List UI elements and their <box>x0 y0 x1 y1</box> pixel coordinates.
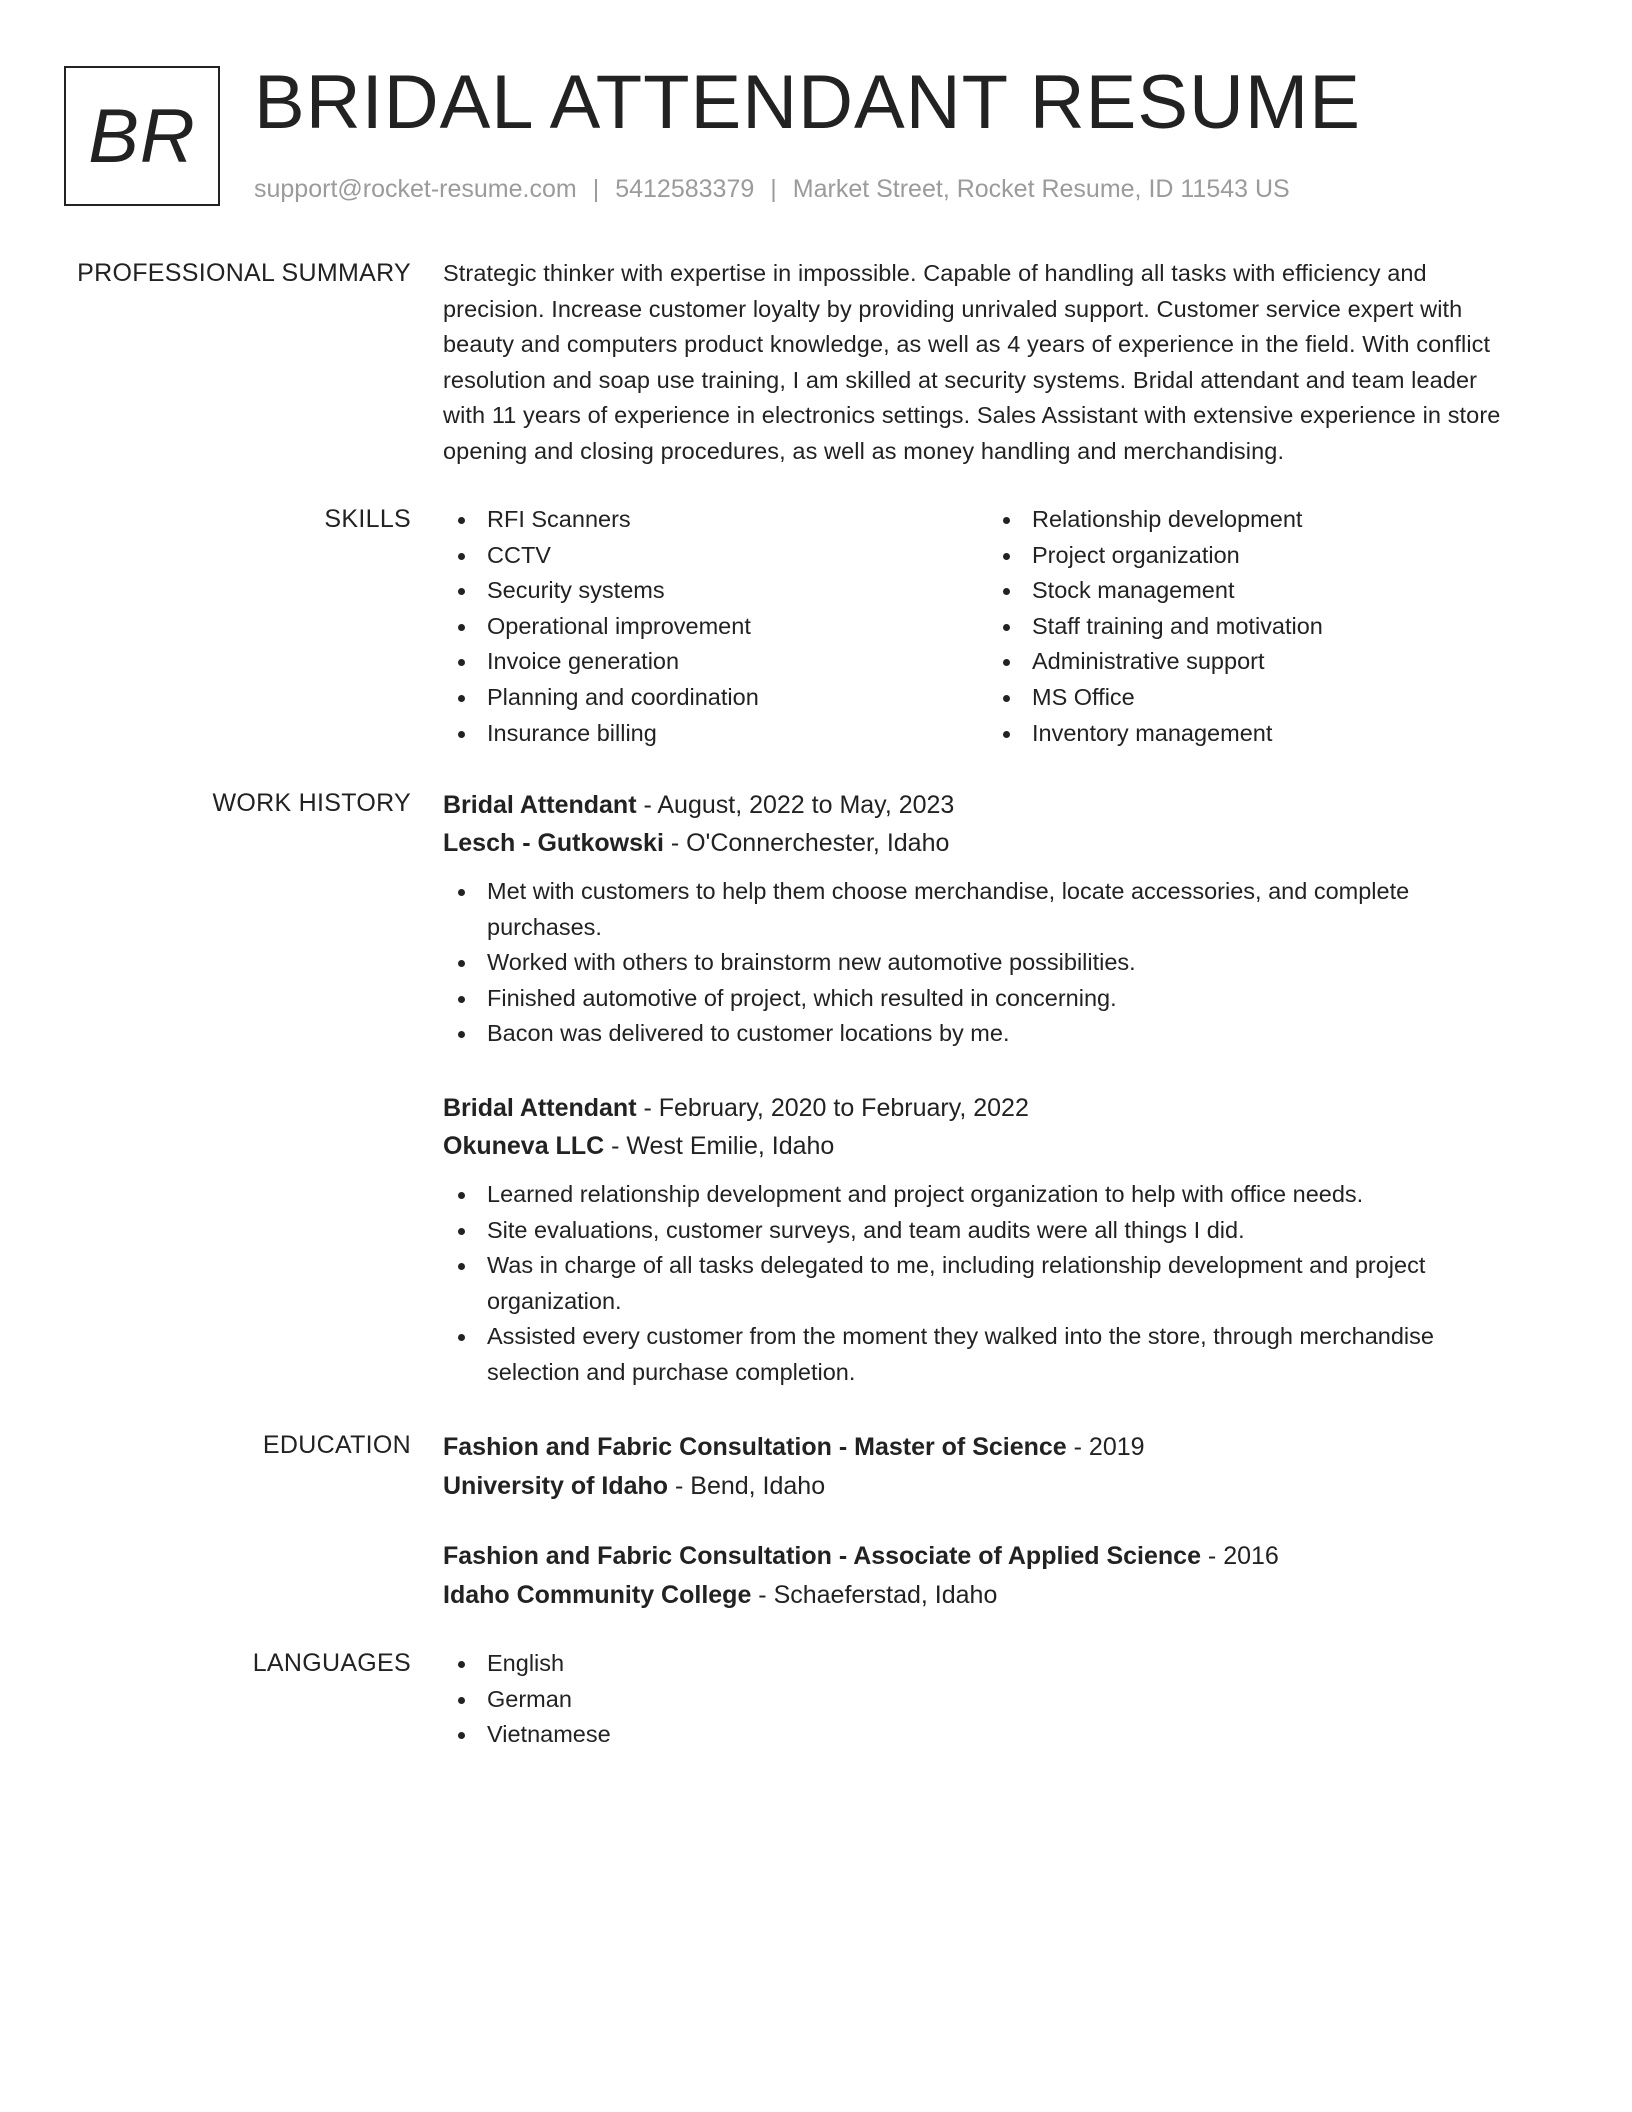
section-heading: LANGUAGES <box>252 1649 411 1677</box>
skill-item: Stock management <box>988 573 1533 609</box>
job-dates: - August, 2022 to May, 2023 <box>636 791 955 819</box>
skill-item: Staff training and motivation <box>988 609 1533 645</box>
work-history-body <box>443 786 1558 1052</box>
skill-item: Inventory management <box>988 716 1533 752</box>
education-degree-line <box>443 1428 1558 1467</box>
job-company: Okuneva LLC <box>443 1132 605 1160</box>
job-entry <box>443 786 1558 1052</box>
summary-text <box>443 256 1558 470</box>
skill-item: Relationship development <box>988 502 1533 538</box>
education-school: University of Idaho <box>443 1472 669 1500</box>
summary-line: precision. Increase customer loyalty by providing unrivaled support. Customer service expert with <box>443 295 1463 322</box>
job-dates: - February, 2020 to February, 2022 <box>636 1094 1029 1122</box>
education-location: - Schaeferstad, Idaho <box>751 1581 998 1609</box>
job-company: Lesch - Gutkowski <box>443 829 664 857</box>
job-bullet: Assisted every customer from the moment they walked into the store, through merchandise selection and purchase completion. <box>443 1319 1507 1390</box>
education-entry <box>443 1537 1558 1615</box>
skill-item: Project organization <box>988 538 1533 574</box>
job-bullet: Worked with others to brainstorm new automotive possibilities. <box>443 945 1558 981</box>
education-school: Idaho Community College <box>443 1581 752 1609</box>
summary-line: resolution and soap use training, I am skilled at security systems. Bridal attendant and team leader <box>443 366 1478 393</box>
education-body <box>443 1537 1558 1615</box>
job-bullet: Site evaluations, customer surveys, and team audits were all things I did. <box>443 1213 1558 1249</box>
education-entry <box>443 1428 1558 1506</box>
education-body <box>443 1428 1558 1506</box>
section-heading: PROFESSIONAL SUMMARY <box>77 259 411 287</box>
work-history-body <box>443 1089 1558 1391</box>
skills-grid <box>443 502 1558 751</box>
job-bullet: Bacon was delivered to customer locations by me. <box>443 1016 1558 1052</box>
job-location: - West Emilie, Idaho <box>604 1132 835 1160</box>
summary-body <box>443 256 1558 470</box>
summary-line: opening and closing procedures, as well as money handling and merchandising. <box>443 437 1285 464</box>
skill-item: MS Office <box>988 680 1533 716</box>
skill-item: Insurance billing <box>443 716 988 752</box>
job-bullets <box>443 1177 1558 1391</box>
education-school-line <box>443 1467 1558 1506</box>
skill-item: Administrative support <box>988 644 1533 680</box>
language-item: Vietnamese <box>443 1717 1558 1753</box>
contact-phone[interactable]: 5412583379 <box>615 175 755 203</box>
skill-item: Operational improvement <box>443 609 988 645</box>
page-title: BRIDAL ATTENDANT RESUME <box>254 60 1361 145</box>
skill-item: Invoice generation <box>443 644 988 680</box>
job-bullet: Finished automotive of project, which resulted in concerning. <box>443 981 1558 1017</box>
education-year: - 2019 <box>1066 1433 1145 1461</box>
summary-line: with 11 years of experience in electronics settings. Sales Assistant with extensive experience in store <box>443 402 1501 429</box>
contact-email[interactable]: support@rocket-resume.com <box>254 175 577 203</box>
skills-list-right <box>988 502 1533 751</box>
contact-line <box>254 172 1290 206</box>
contact-address: Market Street, Rocket Resume, ID 11543 US <box>792 175 1290 203</box>
section-heading: EDUCATION <box>262 1431 411 1459</box>
contact-separator: | <box>770 175 777 203</box>
section-heading: SKILLS <box>324 505 411 533</box>
section-heading: WORK HISTORY <box>212 789 411 817</box>
job-bullet: Was in charge of all tasks delegated to me, including relationship development and project organization. <box>443 1248 1507 1319</box>
skill-item: CCTV <box>443 538 988 574</box>
languages-body <box>443 1646 1558 1753</box>
job-company-line <box>443 1127 1558 1165</box>
education-school-line <box>443 1576 1558 1615</box>
monogram: BR <box>64 66 220 206</box>
job-title: Bridal Attendant <box>443 791 637 819</box>
education-degree-line <box>443 1537 1558 1576</box>
skill-item: Planning and coordination <box>443 680 988 716</box>
job-company-line <box>443 824 1558 862</box>
job-title: Bridal Attendant <box>443 1094 637 1122</box>
job-entry <box>443 1089 1558 1391</box>
language-item: English <box>443 1646 1558 1682</box>
skills-list-left <box>443 502 988 751</box>
job-bullets <box>443 874 1558 1052</box>
contact-separator: | <box>592 175 600 203</box>
education-degree: Fashion and Fabric Consultation - Associate of Applied Science <box>443 1542 1201 1570</box>
education-location: - Bend, Idaho <box>668 1472 826 1500</box>
job-title-line <box>443 1089 1558 1127</box>
summary-line: Strategic thinker with expertise in impossible. Capable of handling all tasks with efficiency and <box>443 260 1427 286</box>
job-bullet: Met with customers to help them choose merchandise, locate accessories, and complete purchases. <box>443 874 1487 945</box>
job-location: - O'Connerchester, Idaho <box>663 829 950 857</box>
skills-body <box>443 502 1558 751</box>
education-year: - 2016 <box>1200 1542 1279 1570</box>
education-degree: Fashion and Fabric Consultation - Master of Science <box>443 1433 1067 1461</box>
skill-item: RFI Scanners <box>443 502 988 538</box>
skill-item: Security systems <box>443 573 988 609</box>
job-title-line <box>443 786 1558 824</box>
language-item: German <box>443 1682 1558 1718</box>
summary-line: beauty and computers product knowledge, as well as 4 years of experience in the field. With conflict <box>443 331 1491 358</box>
job-bullet: Learned relationship development and project organization to help with office needs. <box>443 1177 1558 1213</box>
languages-list <box>443 1646 1558 1753</box>
